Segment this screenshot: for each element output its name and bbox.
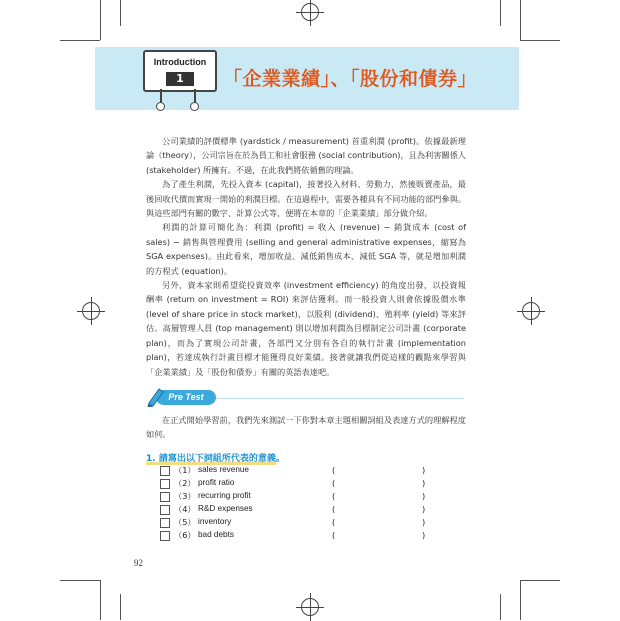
answer-checkbox[interactable] bbox=[160, 505, 170, 515]
answer-close-paren: ) bbox=[422, 517, 426, 527]
answer-checkbox[interactable] bbox=[160, 518, 170, 528]
crop-mark bbox=[100, 0, 101, 40]
pretest-label: Pre Test bbox=[156, 390, 216, 405]
item-number: （3） bbox=[174, 491, 196, 501]
crop-mark bbox=[100, 580, 101, 620]
chapter-title: 「企業業績」、「股份和債券」 bbox=[223, 68, 478, 90]
answer-open-paren: ( bbox=[332, 478, 336, 488]
answer-close-paren: ) bbox=[422, 478, 426, 488]
answer-checkbox[interactable] bbox=[160, 531, 170, 541]
crop-mark bbox=[520, 40, 560, 41]
crop-mark bbox=[500, 594, 501, 620]
item-number: （5） bbox=[174, 517, 196, 527]
crop-mark bbox=[520, 0, 521, 40]
item-term: bad debts bbox=[198, 530, 234, 539]
crop-mark bbox=[520, 580, 560, 581]
answer-checkbox[interactable] bbox=[160, 492, 170, 502]
answer-close-paren: ) bbox=[422, 530, 426, 540]
pretest-header bbox=[146, 387, 216, 407]
item-term: inventory bbox=[198, 517, 232, 526]
answer-open-paren: ( bbox=[332, 491, 336, 501]
board-foot bbox=[156, 102, 165, 111]
answer-checkbox[interactable] bbox=[160, 466, 170, 476]
divider bbox=[216, 398, 464, 399]
paragraph: 公司業績的評價標準 (yardstick / measurement) 首重利潤 (profit)。依據最新理論（theory），公司宗旨在於為員工和社會服務 (social contribution)，且為利害關係人 (stakeholder) 所擁有。不過，在此我們將依循舊的理論。 bbox=[146, 136, 466, 175]
paragraph: 另外，資本家則希望從投資效率 (investment efficiency) 的角度出發，以投資報酬率 (return on investment = ROI) 來評估獲利。而一般投資人則會依據股價水準 (level of share price in stock market)，以股利 (dividend)、殖利率 (yield) 等來評估。高層管理人員 (top management) 則以增加利潤為目標制定公司計畫 (corporate plan)，而為了實現公司計畫，各部門又分別有各自的執行計畫 (implementation plan)，若達成執行計畫目標才能獲得良好業績。接著就讓我們從這樣的觀點來學習與「企業業績」及「股份和債券」有關的英語表達吧。 bbox=[146, 280, 466, 377]
list-item bbox=[160, 517, 440, 529]
answer-open-paren: ( bbox=[332, 517, 336, 527]
crop-mark bbox=[120, 594, 121, 620]
pencil-icon bbox=[146, 387, 164, 407]
crop-mark bbox=[500, 0, 501, 26]
item-number: （4） bbox=[174, 504, 196, 514]
answer-checkbox[interactable] bbox=[160, 479, 170, 489]
answer-close-paren: ) bbox=[422, 465, 426, 475]
item-term: profit ratio bbox=[198, 478, 235, 487]
list-item bbox=[160, 504, 440, 516]
paragraph: 利潤的計算可簡化為：利潤 (profit) = 收入 (revenue) − 銷貨成本 (cost of sales) − 銷售與管理費用 (selling and general administrative expenses，縮寫為 SGA expenses)。由此看來，增加收益、減低銷售成本、減低 SGA 等，就是增加利潤的方程式 (equation)。 bbox=[146, 222, 466, 276]
question-title: 1. 請寫出以下詞組所代表的意義。 bbox=[146, 454, 285, 464]
item-term: sales revenue bbox=[198, 465, 249, 474]
answer-close-paren: ) bbox=[422, 504, 426, 514]
body-text bbox=[146, 134, 466, 379]
item-number: （6） bbox=[174, 530, 196, 540]
crop-mark bbox=[60, 40, 100, 41]
registration-mark-left bbox=[82, 302, 100, 320]
item-term: recurring profit bbox=[198, 491, 251, 500]
crop-mark bbox=[120, 0, 121, 26]
introduction-number: 1 bbox=[166, 72, 194, 86]
crop-mark bbox=[520, 580, 521, 620]
board-foot bbox=[190, 102, 199, 111]
crop-mark bbox=[60, 580, 100, 581]
item-number: （1） bbox=[174, 465, 196, 475]
answer-open-paren: ( bbox=[332, 465, 336, 475]
paragraph: 為了產生利潤，先投入資本 (capital)，接著投入材料、勞動力，然後販賣產品，最後回收代價而實現一開始的利潤目標。在這過程中，需要各種具有不同功能的部門參與。與這些部門有關的數字、計算公式等，便將在本章的「企業業績」部分做介紹。 bbox=[146, 179, 466, 219]
page-number: 92 bbox=[134, 558, 143, 568]
list-item bbox=[160, 465, 440, 477]
answer-open-paren: ( bbox=[332, 530, 336, 540]
list-item bbox=[160, 491, 440, 503]
list-item bbox=[160, 478, 440, 490]
introduction-board bbox=[143, 50, 217, 92]
registration-mark-right bbox=[522, 302, 540, 320]
item-term: R&D expenses bbox=[198, 504, 253, 513]
list-item bbox=[160, 530, 440, 542]
registration-mark-top bbox=[301, 3, 319, 21]
introduction-label: Introduction bbox=[153, 57, 207, 67]
answer-close-paren: ) bbox=[422, 491, 426, 501]
answer-open-paren: ( bbox=[332, 504, 336, 514]
item-number: （2） bbox=[174, 478, 196, 488]
pretest-intro-text: 在正式開始學習前，我們先來測試一下你對本章主題相關詞組及表達方式的理解程度如何。 bbox=[146, 415, 466, 440]
pretest-intro bbox=[146, 413, 466, 442]
registration-mark-bottom bbox=[301, 598, 319, 616]
